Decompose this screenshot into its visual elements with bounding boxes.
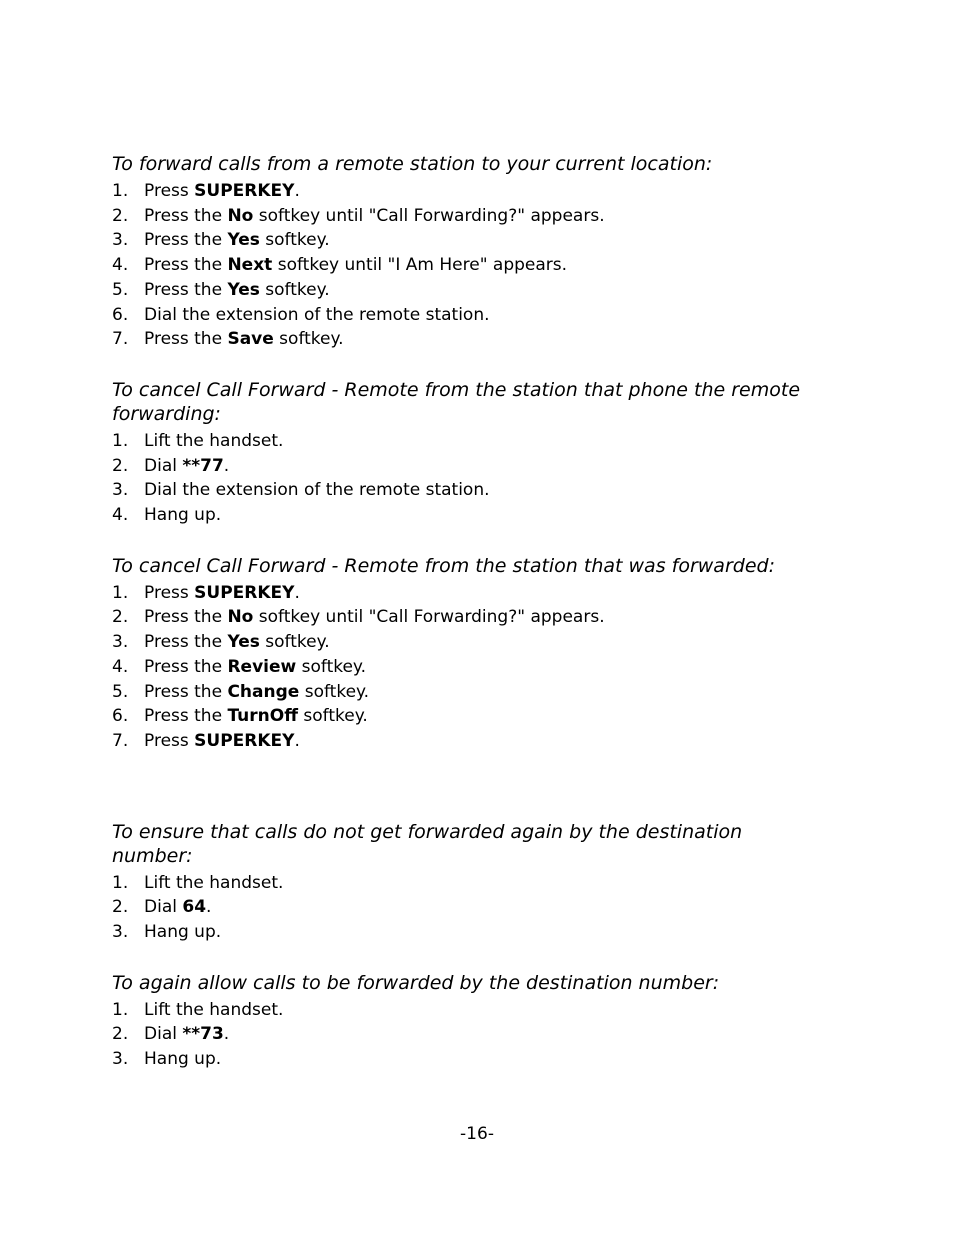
step-text: Press the bbox=[144, 607, 228, 628]
step-text: Hang up. bbox=[144, 1049, 222, 1070]
step-text: Press the bbox=[144, 681, 228, 702]
step-number: 3. bbox=[112, 1049, 129, 1070]
step-text: Press the bbox=[144, 255, 228, 276]
step-number: 5. bbox=[112, 681, 129, 702]
step-number: 6. bbox=[112, 304, 129, 325]
list-item bbox=[112, 228, 852, 253]
step-number: 4. bbox=[112, 505, 129, 526]
step-text: Press the bbox=[144, 329, 228, 350]
list-item bbox=[112, 278, 852, 303]
step-key: Review bbox=[227, 656, 297, 677]
step-key: **73 bbox=[182, 1024, 224, 1045]
step-number: 2. bbox=[112, 607, 129, 628]
step-number: 2. bbox=[112, 455, 129, 476]
document-body bbox=[112, 152, 852, 1072]
step-key: Yes bbox=[227, 279, 260, 300]
step-list bbox=[112, 429, 852, 528]
step-text: Press bbox=[144, 582, 195, 603]
step-key: 64 bbox=[182, 897, 207, 918]
step-text: Dial bbox=[144, 897, 183, 918]
step-text-tail: softkey. bbox=[299, 681, 370, 702]
step-key: **77 bbox=[182, 455, 224, 476]
step-text: Lift the handset. bbox=[144, 872, 284, 893]
step-number: 2. bbox=[112, 205, 129, 226]
step-number: 1. bbox=[112, 430, 129, 451]
step-text-tail: softkey until "Call Forwarding?" appears. bbox=[253, 205, 605, 226]
step-number: 3. bbox=[112, 230, 129, 251]
step-text-tail: softkey. bbox=[259, 632, 330, 653]
list-item bbox=[112, 303, 852, 328]
list-item bbox=[112, 429, 852, 454]
step-number: 2. bbox=[112, 1024, 129, 1045]
step-text: Dial the extension of the remote station. bbox=[144, 304, 490, 325]
step-text-tail: softkey. bbox=[296, 656, 366, 677]
step-text: Dial bbox=[144, 1024, 183, 1045]
section-allow-reforwarding bbox=[112, 971, 852, 1072]
list-item bbox=[112, 204, 852, 229]
list-item bbox=[112, 895, 852, 920]
section-heading: To ensure that calls do not get forwarded again by the destination number: bbox=[112, 820, 743, 867]
step-number: 4. bbox=[112, 255, 129, 276]
step-number: 1. bbox=[112, 999, 129, 1020]
list-item bbox=[112, 920, 852, 945]
step-text: Press the bbox=[144, 706, 228, 727]
list-item bbox=[112, 630, 852, 655]
step-text: Press the bbox=[144, 205, 228, 226]
page-number: -16- bbox=[460, 1124, 494, 1144]
step-text: Press the bbox=[144, 279, 228, 300]
step-key: SUPERKEY bbox=[194, 582, 295, 603]
list-item bbox=[112, 327, 852, 352]
list-item bbox=[112, 729, 852, 754]
list-item bbox=[112, 1022, 852, 1047]
list-item bbox=[112, 581, 852, 606]
step-text-tail: . bbox=[206, 897, 212, 918]
list-item bbox=[112, 871, 852, 896]
list-item bbox=[112, 998, 852, 1023]
list-item bbox=[112, 503, 852, 528]
list-item bbox=[112, 605, 852, 630]
step-number: 1. bbox=[112, 872, 129, 893]
list-item bbox=[112, 478, 852, 503]
section-heading: To again allow calls to be forwarded by the destination number: bbox=[112, 971, 720, 994]
list-item bbox=[112, 1047, 852, 1072]
step-list bbox=[112, 871, 852, 945]
step-number: 2. bbox=[112, 897, 129, 918]
section-heading: To forward calls from a remote station to your current location: bbox=[112, 153, 713, 175]
step-key: Yes bbox=[227, 632, 260, 653]
step-key: TurnOff bbox=[227, 706, 298, 727]
step-list bbox=[112, 179, 852, 352]
step-text: Press the bbox=[144, 230, 228, 251]
step-key: Save bbox=[227, 329, 274, 350]
section-cancel-remote-from-forwarded bbox=[112, 554, 852, 754]
step-text-tail: softkey until "Call Forwarding?" appears. bbox=[253, 607, 605, 628]
step-key: Next bbox=[227, 255, 273, 276]
step-text-tail: . bbox=[223, 455, 230, 476]
step-number: 7. bbox=[112, 730, 129, 751]
section-prevent-reforwarding bbox=[112, 820, 852, 945]
step-text-tail: softkey. bbox=[259, 230, 330, 251]
list-item bbox=[112, 680, 852, 705]
step-key: SUPERKEY bbox=[194, 181, 295, 201]
step-text-tail: . bbox=[294, 582, 300, 603]
list-item bbox=[112, 253, 852, 278]
step-list bbox=[112, 998, 852, 1072]
step-number: 4. bbox=[112, 656, 129, 677]
step-text-tail: softkey. bbox=[298, 706, 368, 727]
step-text-tail: . bbox=[223, 1024, 230, 1045]
step-text: Press the bbox=[144, 656, 228, 677]
step-number: 3. bbox=[112, 632, 129, 653]
step-text-tail: . bbox=[294, 730, 300, 751]
step-text: Hang up. bbox=[144, 922, 222, 943]
step-text-tail: . bbox=[294, 181, 300, 201]
list-item bbox=[112, 179, 852, 204]
step-text-tail: softkey. bbox=[259, 279, 330, 300]
section-heading: To cancel Call Forward - Remote from the station that phone the remote forwarding: bbox=[112, 378, 801, 425]
section-forward-remote-to-current bbox=[112, 152, 852, 352]
step-text: Press the bbox=[144, 632, 228, 653]
list-item bbox=[112, 655, 852, 680]
step-text: Press bbox=[144, 181, 195, 201]
step-text-tail: softkey. bbox=[273, 329, 344, 350]
step-key: Change bbox=[227, 681, 300, 702]
step-number: 1. bbox=[112, 582, 129, 603]
step-key: No bbox=[227, 205, 254, 226]
step-number: 3. bbox=[112, 480, 129, 501]
step-text: Press bbox=[144, 730, 195, 751]
step-key: SUPERKEY bbox=[194, 730, 295, 751]
step-text: Dial the extension of the remote station. bbox=[144, 480, 490, 501]
list-item bbox=[112, 454, 852, 479]
step-text-tail: softkey until "I Am Here" appears. bbox=[272, 255, 568, 276]
step-number: 1. bbox=[112, 181, 129, 201]
step-number: 3. bbox=[112, 922, 129, 943]
section-heading: To cancel Call Forward - Remote from the station that was forwarded: bbox=[112, 554, 775, 577]
step-number: 6. bbox=[112, 706, 129, 727]
step-number: 5. bbox=[112, 279, 129, 300]
list-item bbox=[112, 704, 852, 729]
step-key: No bbox=[227, 607, 254, 628]
step-text: Lift the handset. bbox=[144, 430, 284, 451]
step-text: Lift the handset. bbox=[144, 999, 284, 1020]
step-key: Yes bbox=[227, 230, 260, 251]
step-text: Dial bbox=[144, 455, 183, 476]
section-cancel-remote-from-destination bbox=[112, 378, 852, 528]
step-list bbox=[112, 581, 852, 754]
step-number: 7. bbox=[112, 329, 129, 350]
step-text: Hang up. bbox=[144, 505, 222, 526]
